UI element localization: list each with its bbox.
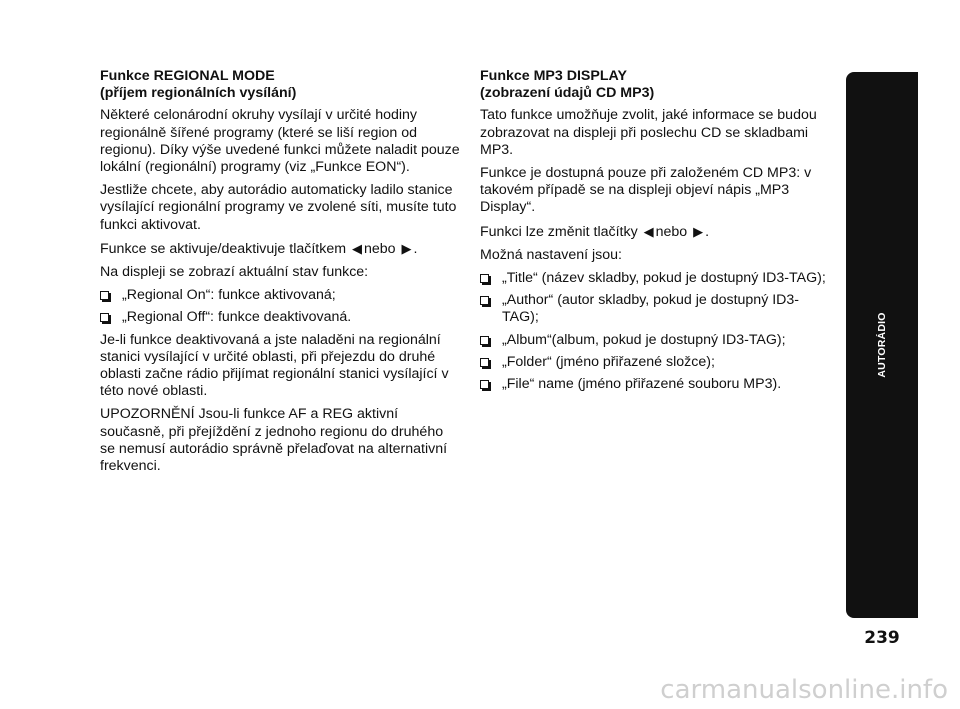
- list-item-text: „Author“ (autor skladby, pokud je dostupný ID3-TAG);: [502, 292, 800, 326]
- left-triangle-icon: ◀: [351, 240, 362, 256]
- heading-line-1: Funkce REGIONAL MODE: [100, 68, 275, 84]
- list-item-text: „Album“(album, pokud je dostupný ID3-TAG);: [502, 331, 786, 348]
- checkbox-bullet-icon: [480, 274, 489, 283]
- heading-line-2: (příjem regionálních vysílání): [100, 85, 297, 102]
- paragraph-3: [480, 223, 832, 241]
- paragraph-3-text: Funkce se aktivuje/deaktivuje tlačítkem: [100, 240, 347, 257]
- section-heading-mp3-display: [480, 68, 832, 102]
- watermark: carmanualsonline.info: [660, 675, 948, 705]
- list-item-text: „Folder“ (jméno přiřazené složce);: [502, 353, 715, 370]
- right-column: [480, 68, 832, 398]
- list-item: [480, 270, 832, 287]
- list-item: [100, 309, 462, 326]
- heading-line-2: (zobrazení údajů CD MP3): [480, 85, 655, 102]
- list-item-text: „Regional Off“: funkce deaktivovaná.: [122, 309, 352, 326]
- paragraph-4: Na displeji se zobrazí aktuální stav funkce:: [100, 264, 369, 281]
- paragraph-3-end: .: [705, 223, 710, 240]
- paragraph-warning: UPOZORNĚNÍ Jsou-li funkce AF a REG aktivní současně, při přejíždění z jednoho regionu do druhého se nemusí autorádio správně přelaďovat na alternativní frekvenci.: [100, 406, 448, 475]
- paragraph-3-or: nebo: [655, 223, 688, 240]
- page-number: 239: [864, 628, 900, 648]
- section-heading-regional-mode: [100, 68, 462, 102]
- paragraph-3-or: nebo: [363, 240, 396, 257]
- right-triangle-icon: ▶: [693, 223, 704, 239]
- paragraph-2: Funkce je dostupná pouze při založeném CD MP3: v takovém případě se na displeji objeví nápis „MP3 Display“.: [480, 165, 812, 216]
- paragraph-3-text: Funkci lze změnit tlačítky: [480, 223, 638, 240]
- paragraph-5: Je-li funkce deaktivovaná a jste naladěni na regionální stanici vysílající v určité oblasti, při přejezdu do druhé oblasti začne rádio přijímat regionální stanici vysílající v této nové oblasti.: [100, 331, 449, 400]
- checkbox-bullet-icon: [480, 380, 489, 389]
- list-item-text: „Title“ (název skladby, pokud je dostupný ID3-TAG);: [502, 270, 826, 287]
- section-label: AUTORÁDIO: [876, 312, 888, 378]
- checkbox-bullet-icon: [480, 336, 489, 345]
- section-side-tab: [846, 72, 918, 618]
- list-item: [100, 287, 462, 304]
- checkbox-bullet-icon: [480, 358, 489, 367]
- list-item: [480, 354, 832, 371]
- heading-line-1: Funkce MP3 DISPLAY: [480, 68, 627, 84]
- paragraph-1: Tato funkce umožňuje zvolit, jaké informace se budou zobrazovat na displeji při poslechu CD se skladbami MP3.: [480, 107, 817, 158]
- checkbox-bullet-icon: [100, 313, 109, 322]
- paragraph-2: Jestliže chcete, aby autorádio automaticky ladilo stanice vysílající regionální programy ve zvolené síti, musíte tuto funkci aktivovat.: [100, 182, 457, 233]
- paragraph-3-end: .: [413, 240, 418, 257]
- paragraph-1: Některé celonárodní okruhy vysílají v určité hodiny regionálně šířené programy (které se liší region od regionu). Díky výše uvedené funkci můžete naladit pouze lokální (regionální) programy (viz „Funkce EON“).: [100, 107, 460, 176]
- list-item: [480, 292, 832, 326]
- paragraph-3: [100, 240, 462, 258]
- checkbox-bullet-icon: [100, 291, 109, 300]
- left-column: [100, 68, 462, 481]
- list-item: [480, 376, 832, 393]
- paragraph-4: Možná nastavení jsou:: [480, 246, 622, 263]
- checkbox-bullet-icon: [480, 296, 489, 305]
- right-triangle-icon: ▶: [401, 240, 412, 256]
- list-item: [480, 332, 832, 349]
- list-item-text: „File“ name (jméno přiřazené souboru MP3).: [502, 376, 782, 393]
- left-triangle-icon: ◀: [643, 223, 654, 239]
- list-item-text: „Regional On“: funkce aktivovaná;: [122, 287, 336, 304]
